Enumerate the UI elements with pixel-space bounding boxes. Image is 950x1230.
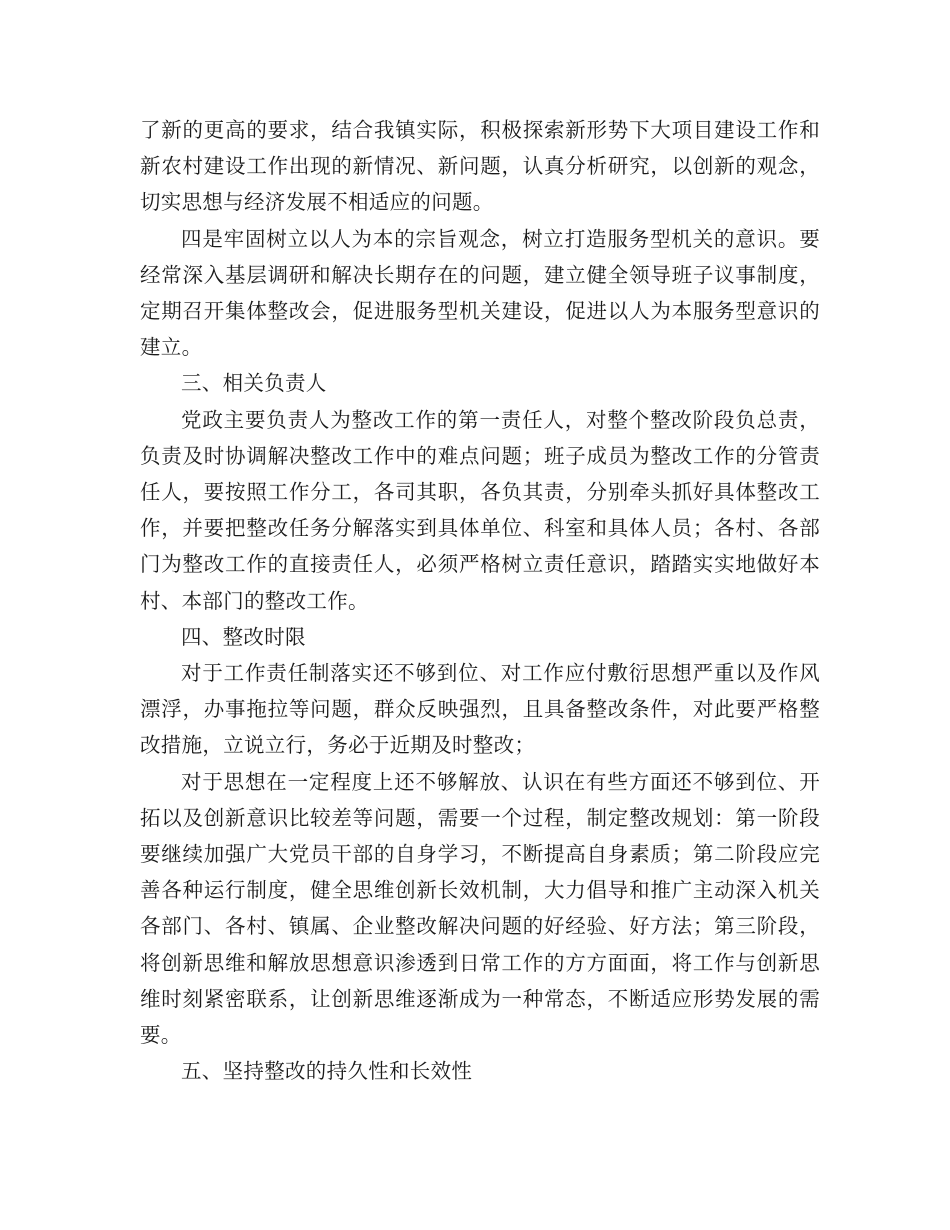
section-heading-responsible-persons: 三、相关负责人 bbox=[181, 371, 327, 396]
paragraph-phased-plan: 对于思想在一定程度上还不够解放、认识在有些方面还不够到位、开拓以及创新意识比较差等问题，需要一个过程，制定整改规划：第一阶段要继续加强广大党员干部的自身学习，不断提高自身素质；第二阶段应完善各种运行制度，健全思维创新长效机制，大力倡导和推广主动深入机关各部门、各村、镇属、企业整改解决问题的好经验、好方法；第三阶段，将创新思维和解放思想意识渗透到日常工作的方方面面，将工作与创新思维时刻紧密联系，让创新思维逐渐成为一种常态，不断适应形势发展的需要。 bbox=[140, 769, 820, 1048]
section-heading-persistence: 五、坚持整改的持久性和长效性 bbox=[181, 1059, 473, 1084]
document-page bbox=[140, 112, 820, 1089]
paragraph-immediate-rectification: 对于工作责任制落实还不够到位、对工作应付敷衍思想严重以及作风漂浮，办事拖拉等问题，群众反映强烈，且具备整改条件，对此要严格整改措施，立说立行，务必于近期及时整改； bbox=[140, 661, 820, 758]
paragraph-point-four: 四是牢固树立以人为本的宗旨观念，树立打造服务型机关的意识。要经常深入基层调研和解决长期存在的问题，建立健全领导班子议事制度，定期召开集体整改会，促进服务型机关建设，促进以人为本服务型意识的建立。 bbox=[140, 226, 820, 360]
section-heading-time-limit: 四、整改时限 bbox=[181, 624, 306, 649]
paragraph-responsibility: 党政主要负责人为整改工作的第一责任人，对整个整改阶段负总责，负责及时协调解决整改工作中的难点问题；班子成员为整改工作的分管责任人，要按照工作分工，各司其职，各负其责，分别牵头抓好具体整改工作，并要把整改任务分解落实到具体单位、科室和具体人员；各村、各部门为整改工作的直接责任人，必须严格树立责任意识，踏踏实实地做好本村、本部门的整改工作。 bbox=[140, 407, 820, 613]
paragraph-continuation: 了新的更高的要求，结合我镇实际，积极探索新形势下大项目建设工作和新农村建设工作出现的新情况、新问题，认真分析研究，以创新的观念，切实思想与经济发展不相适应的问题。 bbox=[140, 118, 820, 215]
